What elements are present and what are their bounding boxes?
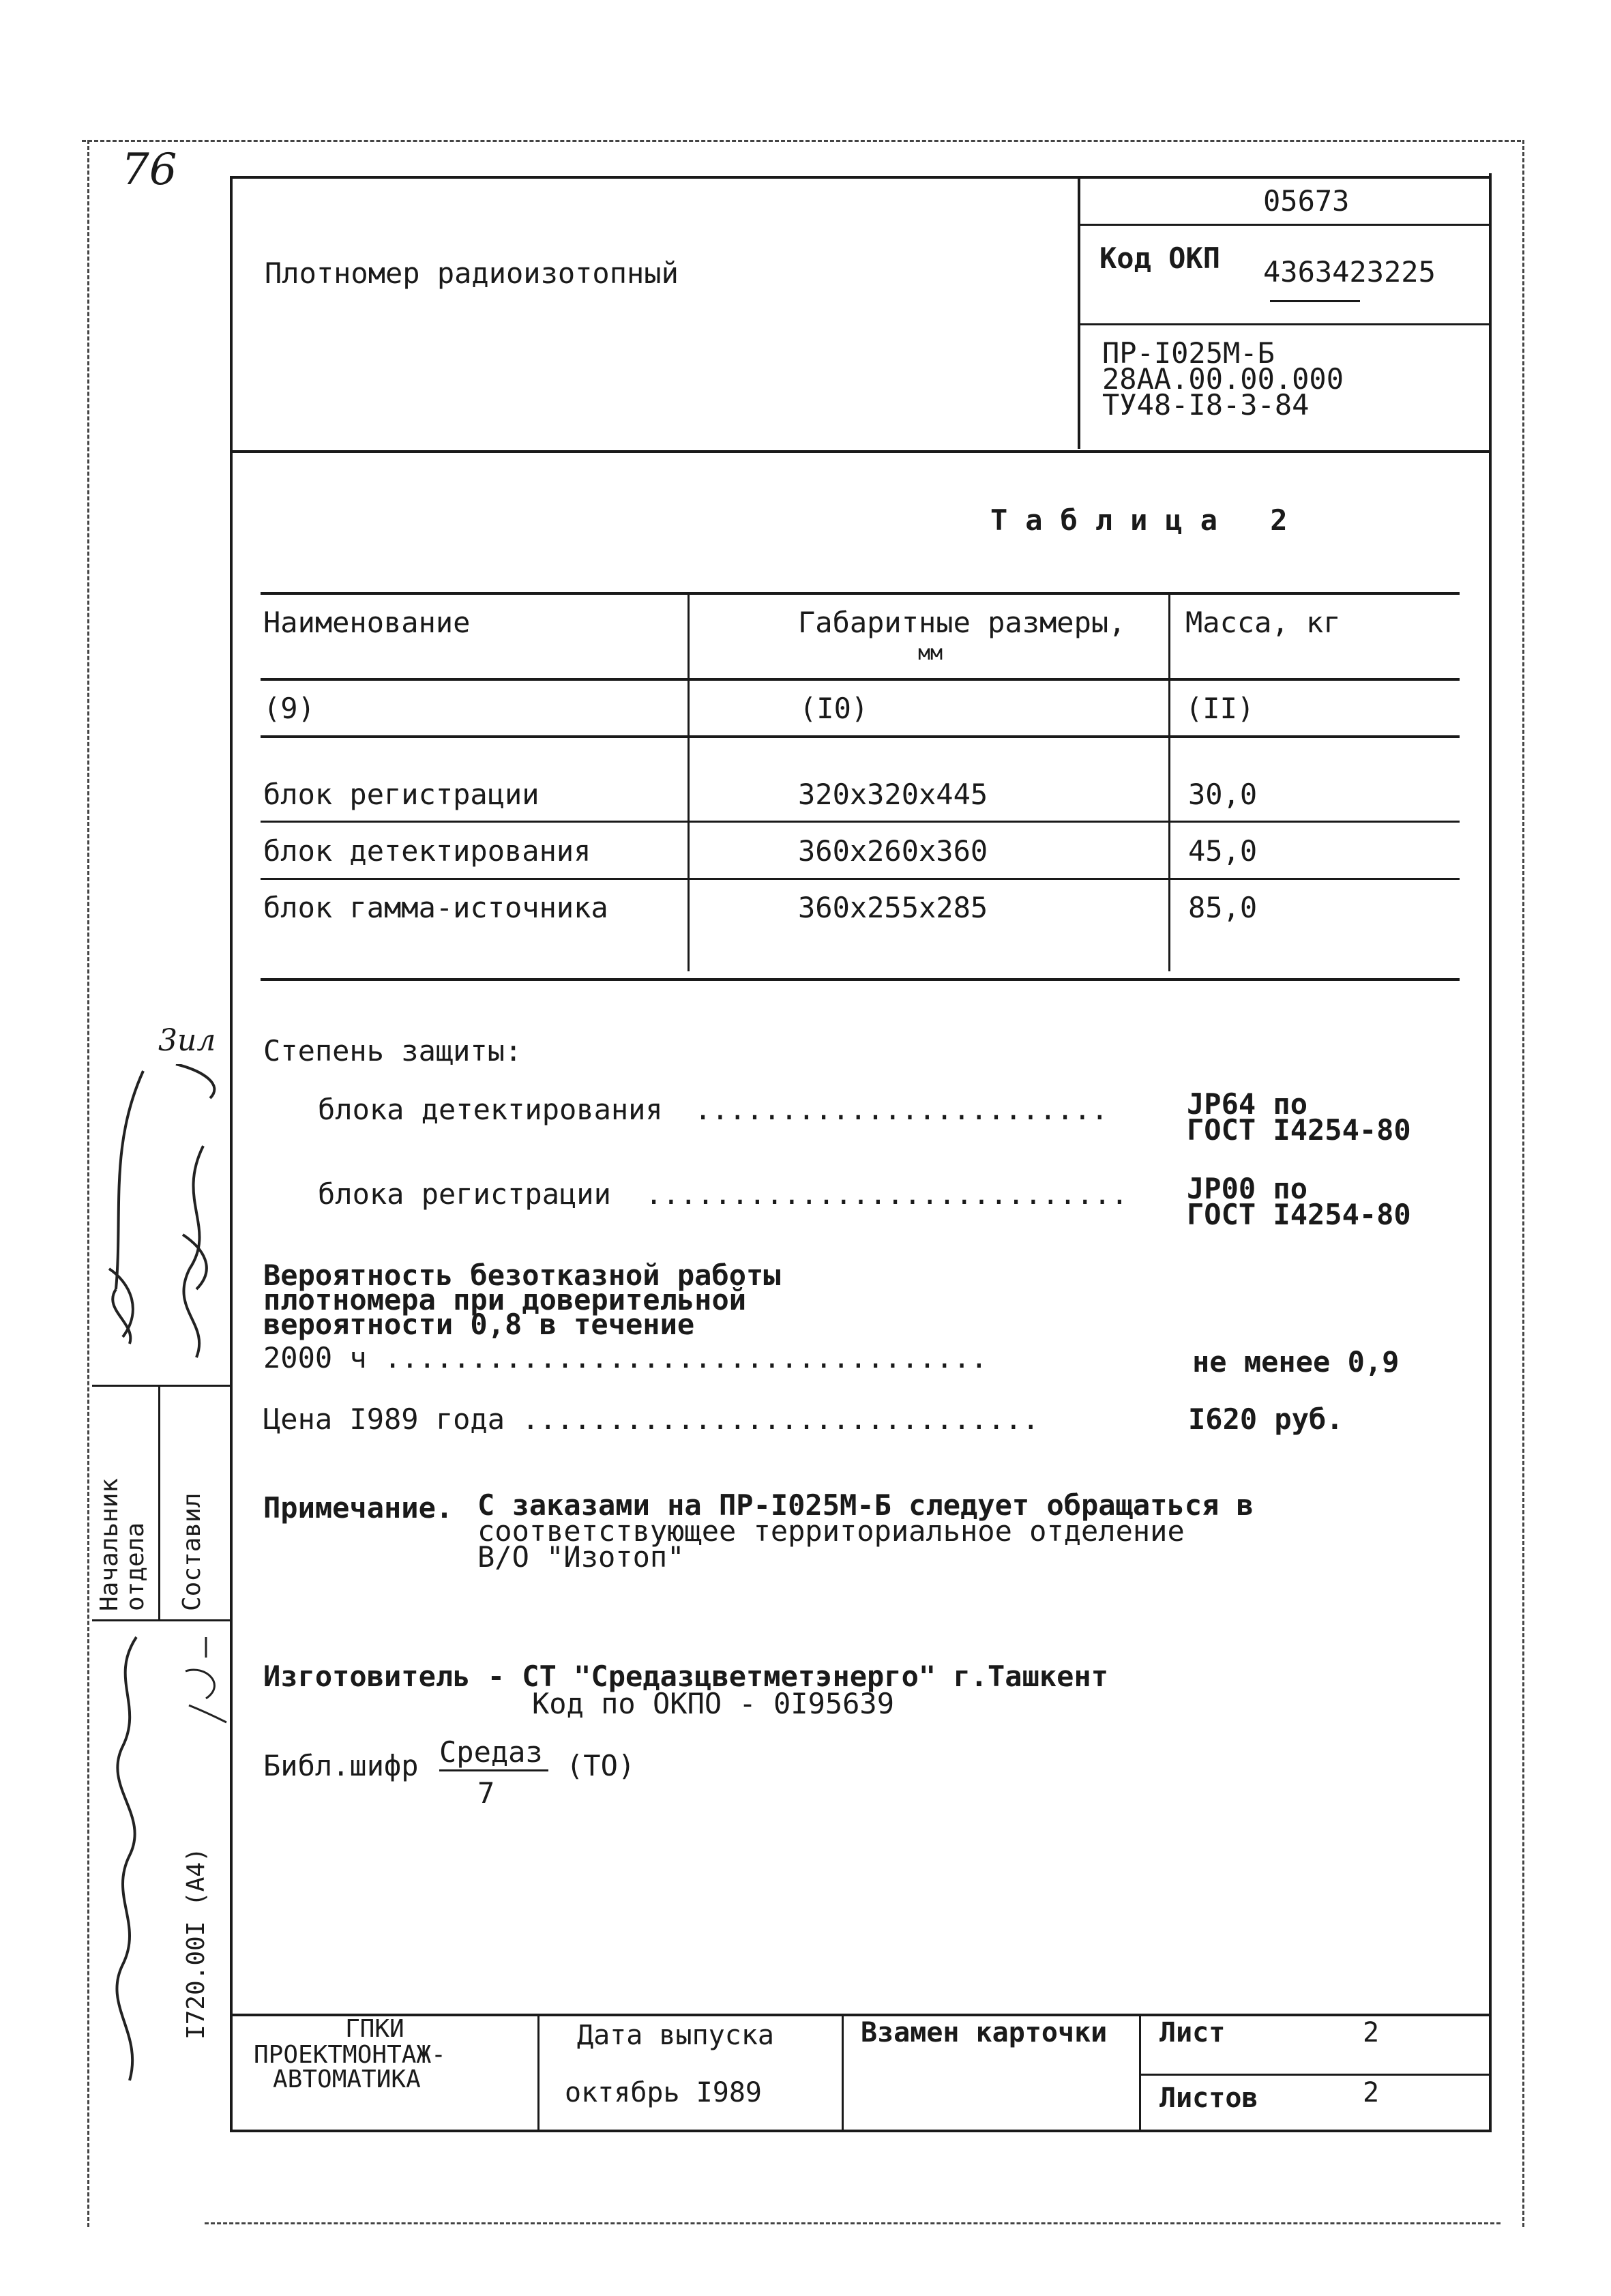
table-numbers-line [261, 735, 1460, 738]
library-fraction-line [439, 1769, 548, 1771]
table-header-mass: Масса, кг [1185, 606, 1341, 639]
bottom-border-line [205, 2222, 1501, 2224]
sheets-label: Листов [1159, 2082, 1258, 2114]
reliability-line: 2000 ч ................................... [263, 1341, 988, 1374]
protection-value: ЈР64 по [1187, 1087, 1308, 1121]
row-size: 360х255х285 [798, 891, 988, 924]
price-value: I620 руб. [1188, 1402, 1344, 1436]
protection-label: блока регистрации [318, 1177, 611, 1211]
table-col-divider-2 [1168, 592, 1170, 971]
library-label: Библ.шифр [263, 1749, 419, 1782]
protection-standard: ГОСТ I4254-80 [1187, 1198, 1411, 1231]
model-line-3: ТУ48-I8-3-84 [1102, 388, 1310, 422]
handwritten-initials: 3ил [158, 1023, 216, 1058]
footer-mid-line [1139, 2074, 1491, 2076]
frame-right [1489, 173, 1492, 2132]
header-right-sep-1 [1078, 224, 1490, 226]
footer-bottom-line [230, 2130, 1492, 2132]
handwritten-date [89, 1623, 171, 2087]
table-header-size-unit: мм [918, 641, 943, 665]
reliability-line: вероятности 0,8 в течение [263, 1308, 695, 1341]
page-number: 76 [121, 145, 177, 195]
table-colnum-1: (9) [263, 692, 315, 725]
note-line: В/О "Изотоп" [477, 1540, 685, 1574]
row-mass: 85,0 [1188, 891, 1258, 924]
row-size: 320х320х445 [798, 778, 988, 811]
protection-label: блока детектирования [318, 1093, 663, 1126]
head-of-dept-label: Начальник отдела [95, 1477, 149, 1611]
reliability-value: не менее 0,9 [1192, 1345, 1400, 1379]
table-col-divider-1 [688, 592, 690, 971]
initials-signature [179, 1637, 233, 1726]
margin-col-divider [158, 1385, 160, 1619]
model-line-1: ПР-I025М-Б [1102, 336, 1275, 370]
table-header-size: Габаритные размеры, [798, 606, 1126, 639]
footer-divider-1 [537, 2014, 540, 2131]
library-suffix: (ТО) [566, 1749, 636, 1782]
footer-divider-2 [842, 2014, 844, 2131]
footer-top-line [230, 2014, 1492, 2016]
protection-dots: ............................ [645, 1177, 1129, 1211]
note-label: Примечание. [263, 1491, 454, 1525]
library-numerator: Средаз [439, 1735, 543, 1769]
table-row-line-1 [261, 821, 1460, 823]
replaces-card-label: Взамен карточки [861, 2017, 1108, 2048]
right-border-line [1522, 140, 1524, 2227]
form-code: I720.00I (А4) [182, 1847, 210, 2040]
table-row-line-2 [261, 878, 1460, 880]
frame-top [230, 176, 1492, 179]
sheets-value: 2 [1363, 2077, 1380, 2108]
row-name: блок детектирования [263, 834, 591, 868]
release-date-label: Дата выпуска [577, 2020, 774, 2051]
release-date-value: октябрь I989 [565, 2077, 762, 2108]
sheet-value: 2 [1363, 2017, 1380, 2048]
okp-code-underline [1270, 300, 1360, 302]
okp-label: Код ОКП [1099, 241, 1221, 275]
table-header-line [261, 678, 1460, 681]
footer-divider-3 [1139, 2014, 1141, 2131]
org-line-2: ПРОЕКТМОНТАЖ- [254, 2041, 446, 2069]
signature-compiled [162, 1064, 231, 1364]
model-line-2: 28АА.00.00.000 [1102, 362, 1344, 396]
header-divider [1078, 176, 1080, 449]
table-title: Таблица 2 [990, 503, 1305, 537]
protection-standard: ГОСТ I4254-80 [1187, 1113, 1411, 1147]
header-bottom [230, 450, 1492, 453]
price-label: Цена I989 года .............................. [263, 1402, 1039, 1436]
table-colnum-3: (II) [1185, 692, 1255, 725]
signature-head-of-dept [95, 1064, 157, 1351]
library-denominator: 7 [477, 1776, 495, 1810]
okp-code: 4363423225 [1263, 255, 1436, 289]
row-mass: 45,0 [1188, 834, 1258, 868]
table-bottom-line [261, 978, 1460, 981]
table-header-name: Наименование [263, 606, 471, 639]
manufacturer-line-1: Изготовитель - СТ "Средазцветметэнерго" г.Ташкент [263, 1660, 1109, 1693]
product-name: Плотномер радиоизотопный [265, 256, 679, 290]
note-line: С заказами на ПР-I025М-Б следует обращаться в [477, 1488, 1254, 1522]
header-right-sep-2 [1078, 323, 1490, 325]
note-line: соответствующее территориальное отделение [477, 1514, 1185, 1548]
reliability-line: Вероятность безотказной работы [263, 1259, 781, 1292]
row-name: блок гамма-источника [263, 891, 608, 924]
protection-heading: Степень защиты: [263, 1034, 522, 1068]
compiled-label: Составил [178, 1492, 206, 1611]
org-line-1: ГПКИ [345, 2015, 404, 2043]
row-name: блок регистрации [263, 778, 540, 811]
protection-value: ЈР00 по [1187, 1172, 1308, 1205]
sheet-label: Лист [1159, 2017, 1226, 2048]
doc-number: 05673 [1263, 184, 1350, 218]
reliability-line: плотномера при доверительной [263, 1283, 747, 1316]
row-size: 360х260х360 [798, 834, 988, 868]
top-border-line [82, 140, 1521, 142]
table-colnum-2: (I0) [799, 692, 869, 725]
manufacturer-line-2: Код по ОКПО - 0I95639 [532, 1687, 895, 1720]
row-mass: 30,0 [1188, 778, 1258, 811]
margin-line-2 [92, 1619, 230, 1621]
org-line-3: АВТОМАТИКА [273, 2065, 421, 2093]
protection-dots: ........................ [694, 1093, 1108, 1126]
table-top-line [261, 592, 1460, 595]
